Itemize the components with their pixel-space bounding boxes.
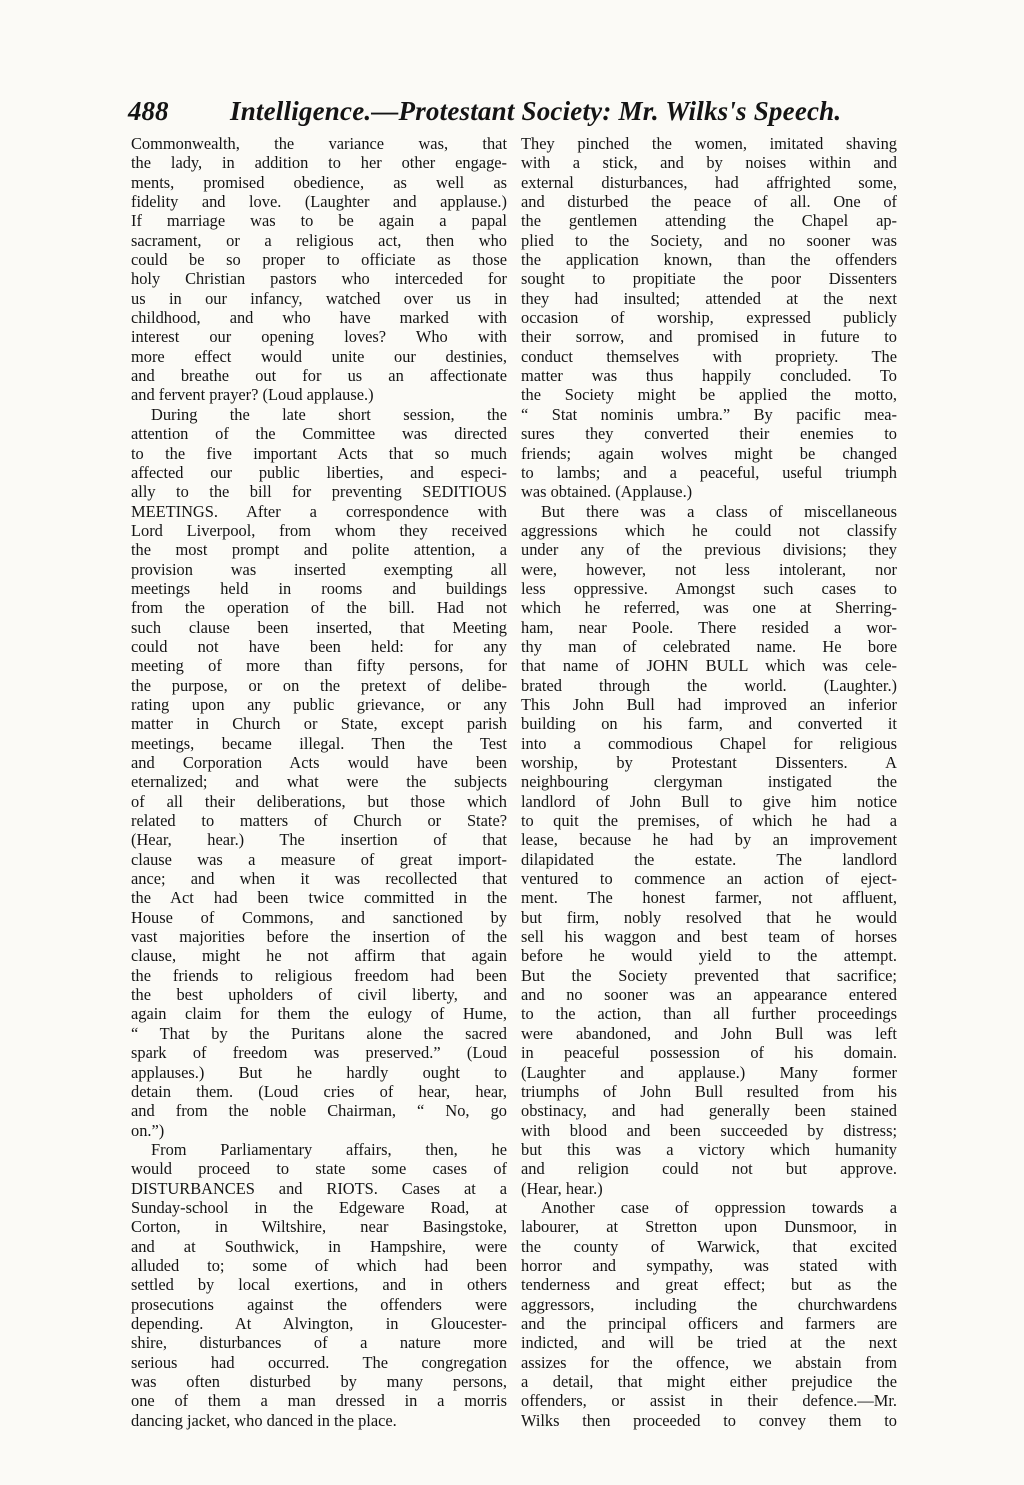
text-line: settled by local exertions, and in others <box>131 1275 507 1295</box>
text-line: DISTURBANCES and RIOTS. Cases at a <box>131 1178 507 1198</box>
text-line: tenderness and great effect; but as the <box>521 1275 897 1295</box>
text-line: the lady, in addition to her other engage- <box>131 153 507 173</box>
text-line: prosecutions against the offenders were <box>131 1294 507 1314</box>
text-line: which he referred, was one at Sherring- <box>521 598 897 618</box>
text-line: under any of the previous divisions; they <box>521 540 897 560</box>
text-line: Another case of oppression towards a <box>541 1197 897 1217</box>
text-line: sacrament, or a religious act, then who <box>131 230 507 250</box>
text-line: to the five important Acts that so much <box>131 443 507 463</box>
text-line: and at Southwick, in Hampshire, were <box>131 1236 507 1256</box>
text-line: sell his waggon and best team of horses <box>521 927 897 947</box>
text-line: triumphs of John Bull resulted from his <box>521 1081 897 1101</box>
text-line: would proceed to state some cases of <box>131 1159 507 1179</box>
text-line: could be so proper to officiate as those <box>131 250 507 270</box>
text-line: eternalized; and what were the subjects <box>131 772 507 792</box>
text-line: the most prompt and polite attention, a <box>131 540 507 560</box>
text-line: building on his farm, and converted it <box>521 714 897 734</box>
text-line: of all their deliberations, but those which <box>131 791 507 811</box>
text-line: the gentlemen attending the Chapel ap- <box>521 211 897 231</box>
text-line: sures they converted their enemies to <box>521 424 897 444</box>
text-line: a detail, that might either prejudice the <box>521 1372 897 1391</box>
text-line: spark of freedom was preserved.” (Loud <box>131 1043 507 1063</box>
text-line: related to matters of Church or State? <box>131 811 507 831</box>
text-line: to quit the premises, of which he had a <box>521 811 897 831</box>
text-line: Wilks then proceeded to convey them to <box>521 1410 897 1430</box>
text-line: But there was a class of miscellaneous <box>541 501 897 521</box>
running-title: Intelligence.—Protestant Society: Mr. Wilks's Speech. <box>230 96 842 126</box>
text-line: interest our opening loves? Who with <box>131 327 507 347</box>
text-line: Commonwealth, the variance was, that <box>131 134 507 153</box>
text-line: Sunday-school in the Edgeware Road, at <box>131 1197 507 1217</box>
text-line: but this was a victory which humanity <box>521 1139 897 1159</box>
text-line: childhood, and who have marked with <box>131 308 507 328</box>
text-line: clause was a measure of great import- <box>131 849 507 869</box>
text-line: During the late short session, the <box>151 404 507 424</box>
text-line: depending. At Alvington, in Gloucester- <box>131 1313 507 1333</box>
text-line: clause, might he not affirm that again <box>131 946 507 966</box>
text-line: House of Commons, and sanctioned by <box>131 907 507 927</box>
page-header <box>128 94 898 128</box>
text-line: detain them. (Loud cries of hear, hear, <box>131 1081 507 1101</box>
text-line: serious had occurred. The congregation <box>131 1352 507 1372</box>
text-line: dancing jacket, who danced in the place. <box>131 1410 397 1430</box>
text-line: lease, because he had by an improvement <box>521 830 897 850</box>
text-line: they had insulted; attended at the next <box>521 288 897 308</box>
text-line: was often disturbed by many persons, <box>131 1372 507 1391</box>
text-line: in peaceful possession of his domain. <box>521 1043 897 1063</box>
text-line: rating upon any public grievance, or any <box>131 694 507 714</box>
text-line: the application known, than the offenders <box>521 250 897 270</box>
text-line: and breathe out for us an affectionate <box>131 366 507 386</box>
text-line: and religion could not but approve. <box>521 1159 897 1179</box>
text-line: attention of the Committee was directed <box>131 424 507 444</box>
text-line: and fervent prayer? (Loud applause.) <box>131 385 374 405</box>
text-line: (Hear, hear.) <box>521 1178 603 1198</box>
text-line: meetings held in rooms and buildings <box>131 578 507 598</box>
text-line: brated through the world. (Laughter.) <box>521 675 897 695</box>
right-column <box>521 134 897 1430</box>
text-line: ment. The honest farmer, not affluent, <box>521 888 897 908</box>
text-line: matter in Church or State, except parish <box>131 714 507 734</box>
text-line: landlord of John Bull to give him notice <box>521 791 897 811</box>
text-line: to lambs; and a peaceful, useful triumph <box>521 462 897 482</box>
text-line: This John Bull had improved an inferior <box>521 694 897 714</box>
text-line: From Parliamentary affairs, then, he <box>151 1139 507 1159</box>
text-line: and the principal officers and farmers are <box>521 1313 897 1333</box>
text-line: and disturbed the peace of all. One of <box>521 192 897 212</box>
text-line: dilapidated the estate. The landlord <box>521 849 897 869</box>
text-line: less oppressive. Amongst such cases to <box>521 578 897 598</box>
text-line: again claim for them the eulogy of Hume, <box>131 1004 507 1024</box>
text-line: Lord Liverpool, from whom they received <box>131 520 507 540</box>
text-line: were abandoned, and John Bull was left <box>521 1023 897 1043</box>
text-line: offenders, or assist in their defence.—Mr. <box>521 1391 897 1411</box>
text-line: the county of Warwick, that excited <box>521 1236 897 1256</box>
text-line: plied to the Society, and no sooner was <box>521 230 897 250</box>
text-line: affected our public liberties, and especi- <box>131 462 507 482</box>
text-line: with blood and been succeeded by distress; <box>521 1120 897 1140</box>
text-line: on.”) <box>131 1120 165 1140</box>
text-line: indicted, and will be tried at the next <box>521 1333 897 1353</box>
text-line: could not have been held: for any <box>131 636 507 656</box>
text-line: aggressors, including the churchwardens <box>521 1294 897 1314</box>
text-line: worship, by Protestant Dissenters. A <box>521 753 897 772</box>
text-line: applauses.) But he hardly ought to <box>131 1062 507 1082</box>
text-line: with a stick, and by noises within and <box>521 153 897 173</box>
text-line: ventured to commence an action of eject- <box>521 869 897 889</box>
text-line: ham, near Poole. There resided a wor- <box>521 617 897 637</box>
text-line: was obtained. (Applause.) <box>521 482 693 502</box>
text-line: and Corporation Acts would have been <box>131 753 507 772</box>
text-line: shire, disturbances of a nature more <box>131 1333 507 1353</box>
text-line: meetings, became illegal. Then the Test <box>131 733 507 753</box>
text-line: obstinacy, and had generally been stained <box>521 1101 897 1121</box>
text-line: the Society might be applied the motto, <box>521 385 897 405</box>
text-line: the best upholders of civil liberty, and <box>131 985 507 1005</box>
text-line: that name of JOHN BULL which was cele- <box>521 656 897 676</box>
text-line: and no sooner was an appearance entered <box>521 985 897 1005</box>
left-column <box>131 134 507 1430</box>
text-line: “ Stat nominis umbra.” By pacific mea- <box>521 404 897 424</box>
text-line: But the Society prevented that sacrifice; <box>521 965 897 985</box>
text-line: friends; again wolves might be changed <box>521 443 897 463</box>
text-line: provision was inserted exempting all <box>131 559 507 579</box>
text-line: (Hear, hear.) The insertion of that <box>131 830 507 850</box>
text-line: neighbouring clergyman instigated the <box>521 772 897 792</box>
text-line: were, however, not less intolerant, nor <box>521 559 897 579</box>
text-line: more effect would unite our destinies, <box>131 346 507 366</box>
text-line: ance; and when it was recollected that <box>131 869 507 889</box>
text-line: thy man of celebrated name. He bore <box>521 636 897 656</box>
text-line: conduct themselves with propriety. The <box>521 346 897 366</box>
text-line: aggressions which he could not classify <box>521 520 897 540</box>
text-line: assizes for the offence, we abstain from <box>521 1352 897 1372</box>
page-number: 488 <box>128 96 169 126</box>
text-line: the friends to religious freedom had been <box>131 965 507 985</box>
text-line: the purpose, or on the pretext of delibe- <box>131 675 507 695</box>
text-line: Corton, in Wiltshire, near Basingstoke, <box>131 1217 507 1237</box>
text-line: before he would yield to the attempt. <box>521 946 897 966</box>
text-line: one of them a man dressed in a morris <box>131 1391 507 1411</box>
text-line: MEETINGS. After a correspondence with <box>131 501 507 521</box>
text-line: (Laughter and applause.) Many former <box>521 1062 897 1082</box>
text-line: holy Christian pastors who interceded for <box>131 269 507 289</box>
text-line: us in our infancy, watched over us in <box>131 288 507 308</box>
text-line: vast majorities before the insertion of the <box>131 927 507 947</box>
text-line: alluded to; some of which had been <box>131 1255 507 1275</box>
text-line: from the operation of the bill. Had not <box>131 598 507 618</box>
text-line: into a commodious Chapel for religious <box>521 733 897 753</box>
text-line: to the action, than all further proceedings <box>521 1004 897 1024</box>
text-line: ally to the bill for preventing SEDITIOUS <box>131 482 507 502</box>
text-line: but firm, nobly resolved that he would <box>521 907 897 927</box>
text-line: ments, promised obedience, as well as <box>131 172 507 192</box>
text-line: occasion of worship, expressed publicly <box>521 308 897 328</box>
text-line: fidelity and love. (Laughter and applause.) <box>131 192 507 212</box>
text-line: matter was thus happily concluded. To <box>521 366 897 386</box>
text-line: “ That by the Puritans alone the sacred <box>131 1023 507 1043</box>
text-line: external disturbances, had affrighted some, <box>521 172 897 192</box>
text-line: such clause been inserted, that Meeting <box>131 617 507 637</box>
text-line: sought to propitiate the poor Dissenters <box>521 269 897 289</box>
text-line: the Act had been twice committed in the <box>131 888 507 908</box>
text-line: horror and sympathy, was stated with <box>521 1255 897 1275</box>
text-line: their sorrow, and promised in future to <box>521 327 897 347</box>
text-line: labourer, at Stretton upon Dunsmoor, in <box>521 1217 897 1237</box>
text-line: They pinched the women, imitated shaving <box>521 134 897 153</box>
text-line: and from the noble Chairman, “ No, go <box>131 1101 507 1121</box>
text-line: If marriage was to be again a papal <box>131 211 507 231</box>
text-line: meeting of more than fifty persons, for <box>131 656 507 676</box>
